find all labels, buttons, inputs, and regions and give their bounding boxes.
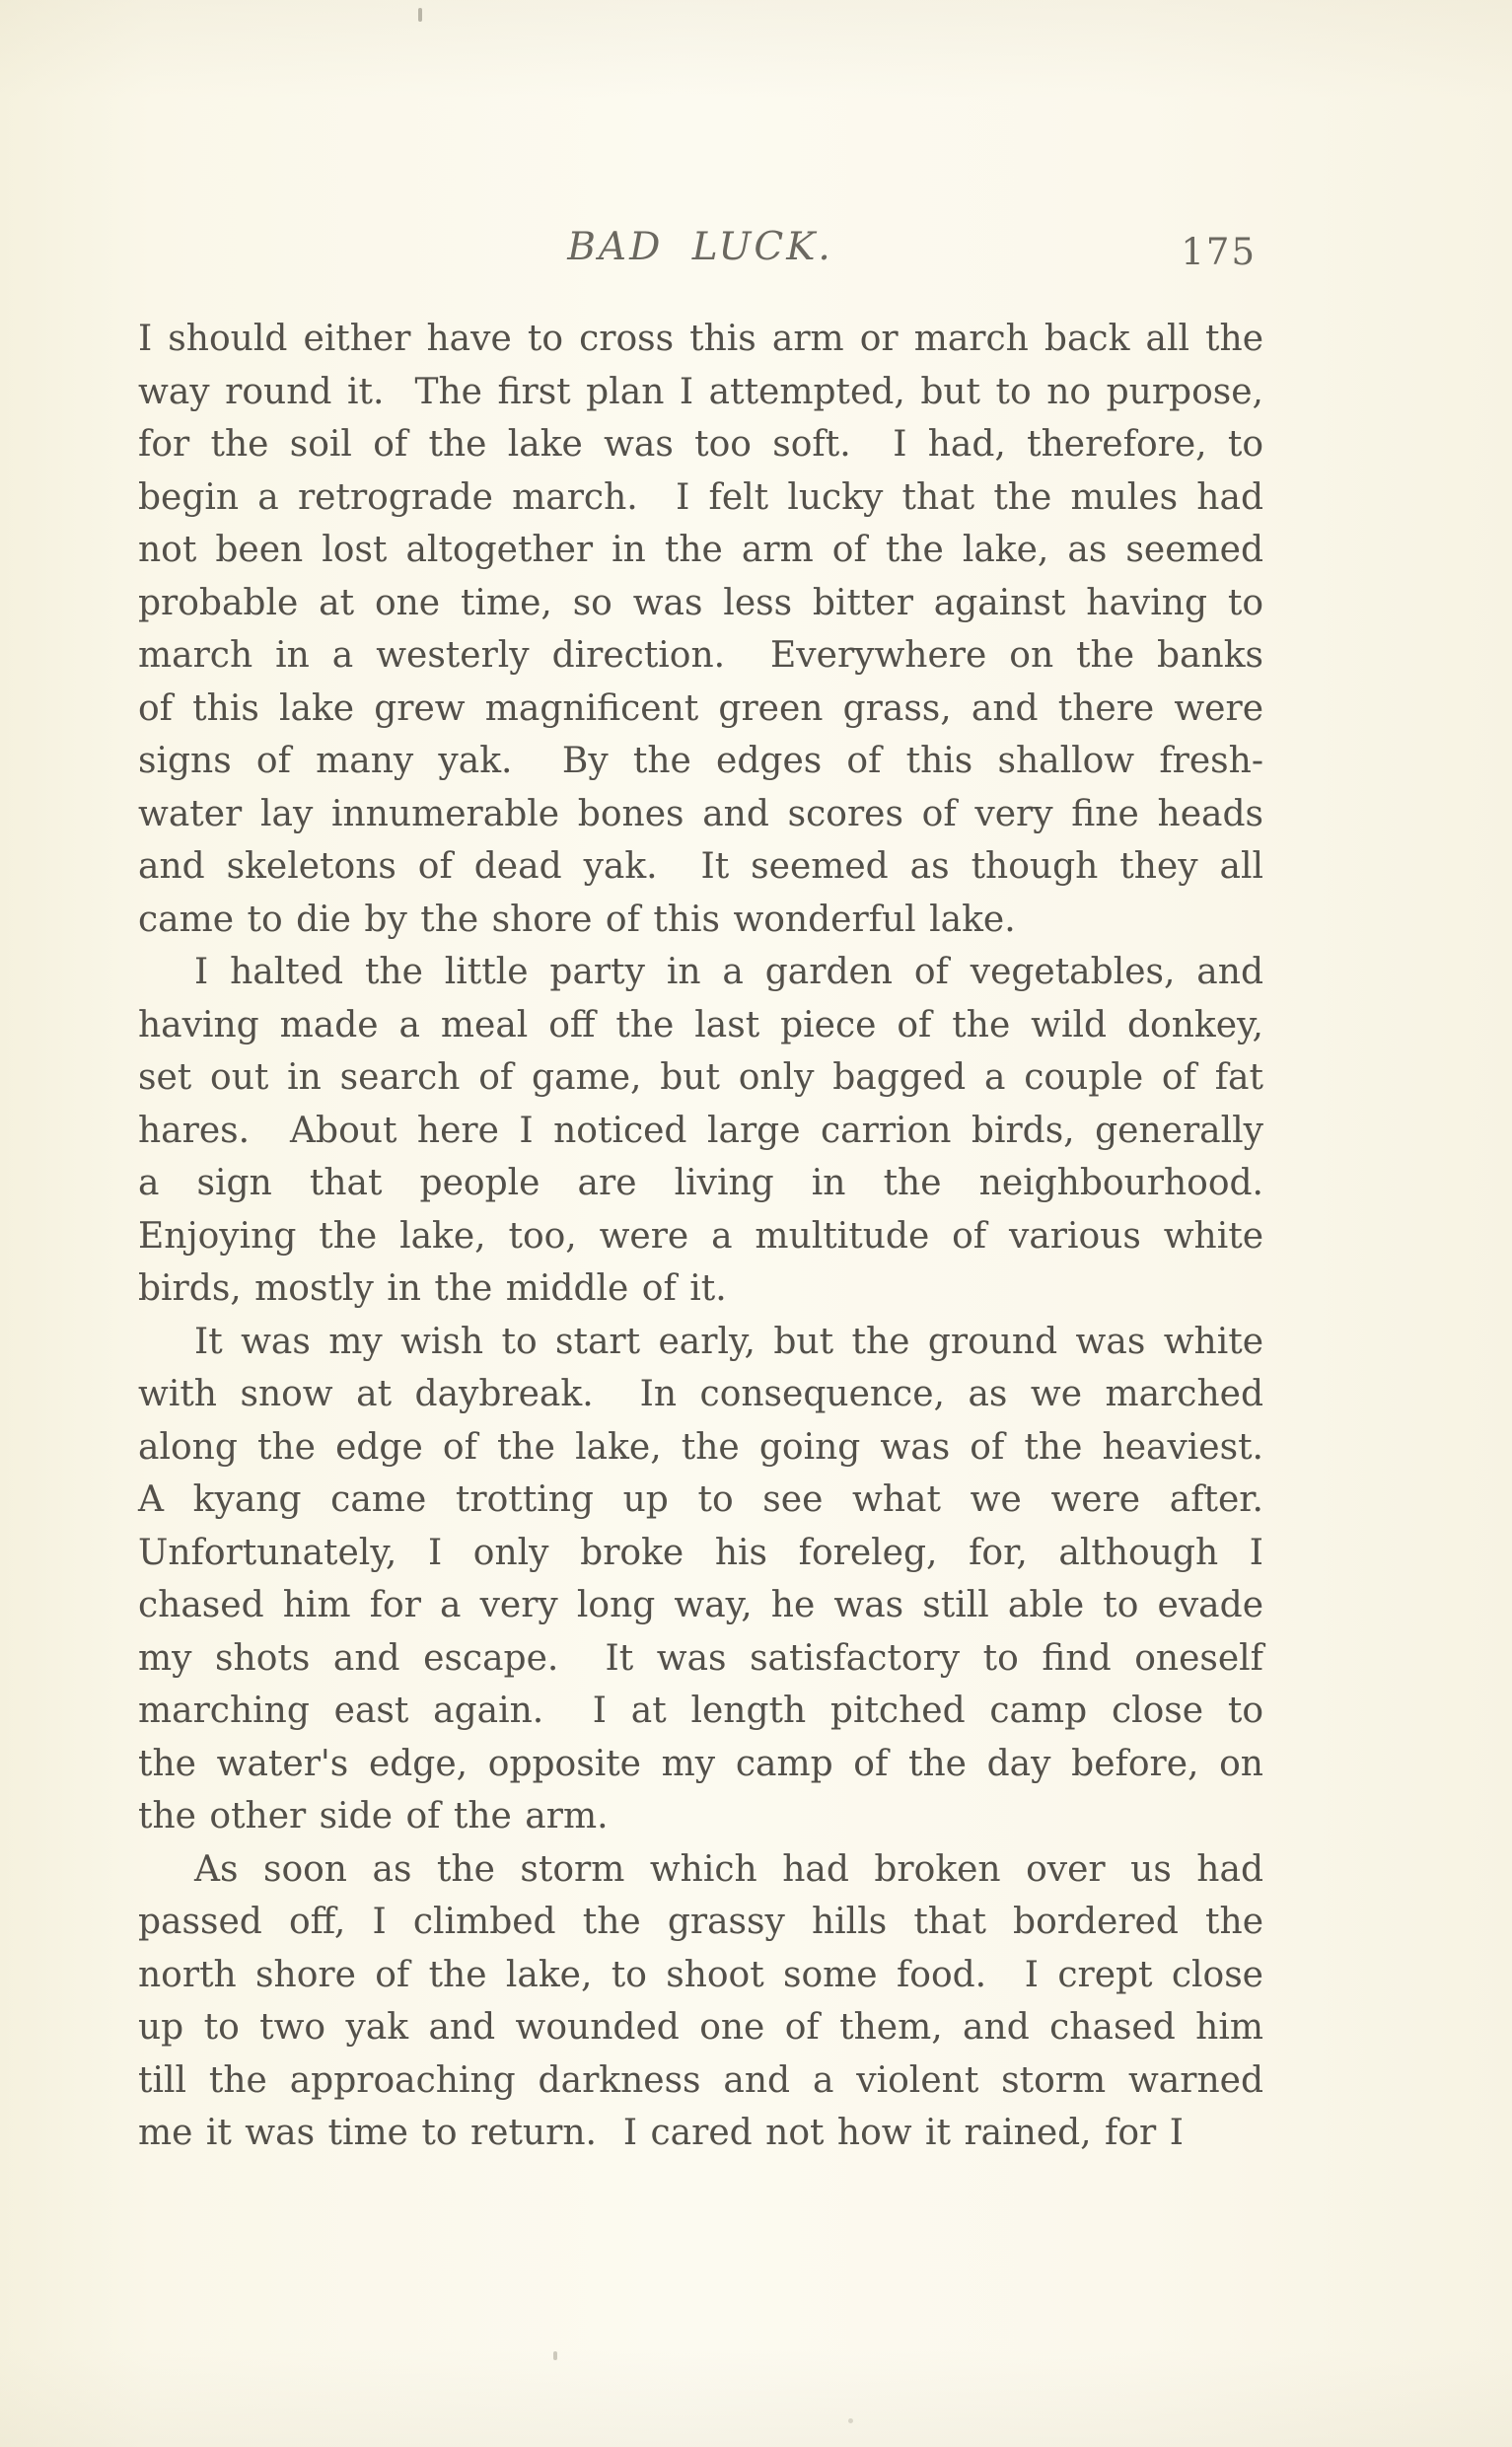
text-line: I should either have to cross this arm or march back all the bbox=[138, 319, 1263, 359]
text-line: marching east again. I at length pitched camp close to bbox=[138, 1691, 1263, 1731]
scan-speck bbox=[553, 2351, 557, 2360]
text-line: me it was time to return. I cared not how it rained, for I bbox=[138, 2113, 1184, 2153]
text-line: the other side of the arm. bbox=[138, 1796, 609, 1836]
text-line: I halted the little party in a garden of vegetables, and bbox=[194, 952, 1263, 992]
scan-speck bbox=[848, 2418, 853, 2423]
text-line: of this lake grew magnificent green grass, and there were bbox=[138, 687, 1263, 729]
text-line: up to two yak and wounded one of them, and chased him bbox=[138, 2007, 1263, 2048]
text-line: signs of many yak. By the edges of this shallow fresh- bbox=[138, 741, 1263, 781]
text-line: passed off, I climbed the grassy hills that bordered the bbox=[138, 1902, 1263, 1942]
text-line: came to die by the shore of this wonderful lake. bbox=[138, 899, 1016, 940]
text-line: A kyang came trotting up to see what we were after. bbox=[138, 1479, 1263, 1520]
text-line: with snow at daybreak. In consequence, as we marched bbox=[138, 1374, 1263, 1414]
text-line: It was my wish to start early, but the ground was white bbox=[194, 1321, 1263, 1362]
text-line: As soon as the storm which had broken over us had bbox=[194, 1848, 1263, 1890]
text-line: set out in search of game, but only bagged a couple of fat bbox=[138, 1057, 1263, 1098]
running-header bbox=[138, 225, 1262, 280]
scan-speck bbox=[418, 8, 422, 22]
text-line: and skeletons of dead yak. It seemed as though they all bbox=[138, 846, 1263, 887]
text-line: begin a retrograde march. I felt lucky that the mules had bbox=[138, 476, 1263, 518]
text-line: a sign that people are living in the neighbourhood. bbox=[138, 1163, 1263, 1203]
text-line: for the soil of the lake was too soft. I had, therefore, to bbox=[138, 424, 1263, 465]
page-text bbox=[138, 313, 1263, 2160]
text-line: march in a westerly direction. Everywhere on the banks bbox=[138, 635, 1263, 676]
text-line: not been lost altogether in the arm of the lake, as seemed bbox=[138, 530, 1263, 570]
text-line: chased him for a very long way, he was still able to evade bbox=[138, 1585, 1263, 1625]
text-line: Enjoying the lake, too, were a multitude of various white bbox=[138, 1215, 1263, 1257]
text-line: along the edge of the lake, the going was of the heaviest. bbox=[138, 1426, 1263, 1468]
text-line: north shore of the lake, to shoot some food. I crept close bbox=[138, 1954, 1263, 1995]
text-line: water lay innumerable bones and scores of very fine heads bbox=[138, 793, 1263, 834]
chapter-header-title: BAD LUCK. bbox=[567, 225, 833, 269]
text-line: hares. About here I noticed large carrion birds, generally bbox=[138, 1110, 1263, 1151]
text-line: the water's edge, opposite my camp of the day before, on bbox=[138, 1743, 1263, 1784]
text-line: till the approaching darkness and a violent storm warned bbox=[138, 2059, 1263, 2101]
text-line: birds, mostly in the middle of it. bbox=[138, 1268, 727, 1309]
text-line: having made a meal off the last piece of the wild donkey, bbox=[138, 1004, 1263, 1045]
page-number: 175 bbox=[1181, 231, 1257, 273]
text-line: probable at one time, so was less bitter against having to bbox=[138, 582, 1263, 623]
text-line: my shots and escape. It was satisfactory to find oneself bbox=[138, 1637, 1263, 1679]
text-line: way round it. The first plan I attempted, but to no purpose, bbox=[138, 371, 1263, 412]
text-line: Unfortunately, I only broke his foreleg, for, although I bbox=[138, 1532, 1263, 1573]
